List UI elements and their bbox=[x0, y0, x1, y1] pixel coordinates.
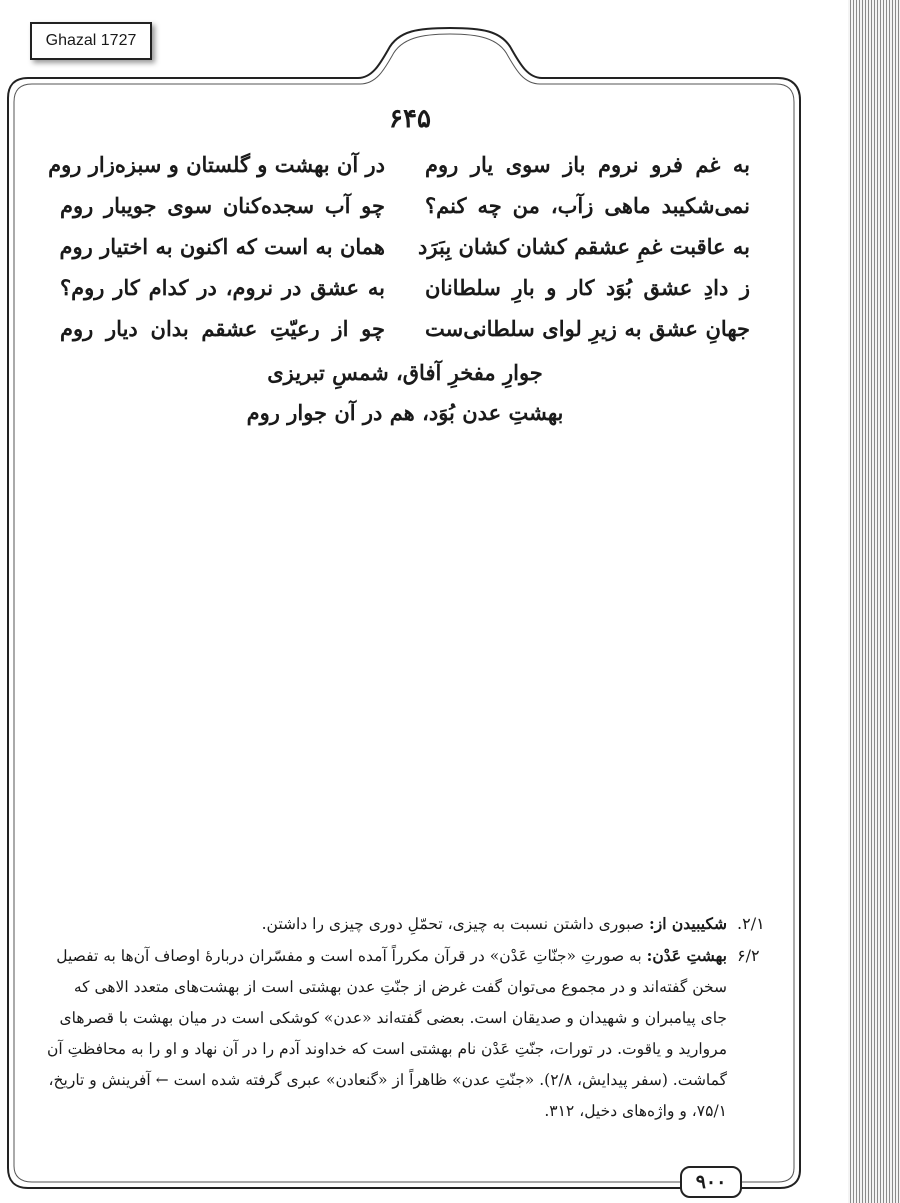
couplet-first-hemistich: جهانِ عشق به زیرِ لوای سلطانی‌ست bbox=[425, 316, 750, 341]
footnote bbox=[45, 940, 785, 1127]
couplet-second-hemistich: به عشق در نروم، در کدام کار روم؟ bbox=[60, 275, 385, 300]
couplet-second-hemistich: همان به است که اکنون به اختیار روم bbox=[59, 234, 385, 259]
closing-second-hemistich: بهشتِ عدن بُوَد، هم در آن جوار روم bbox=[246, 400, 564, 425]
footnote-term: بهشتِ عَدْن: bbox=[646, 946, 727, 965]
couplet-first-hemistich: به غم فرو نروم باز سوی یار روم bbox=[425, 152, 750, 177]
couplet-second-hemistich: چو آب سجده‌کنان سوی جویبار روم bbox=[60, 193, 385, 218]
ghazal-tag bbox=[30, 22, 152, 60]
footnote-text: صبوری داشتن نسبت به چیزی، تحمّلِ دوری چیزی را داشتن. bbox=[261, 915, 649, 933]
footnote-ref: ۶/۲ bbox=[737, 946, 760, 965]
footnote-ref: ۲/۱. bbox=[737, 914, 765, 933]
footnote bbox=[45, 908, 785, 940]
closing-first-hemistich: جوارِ مفخرِ آفاق، شمسِ تبریزی bbox=[267, 360, 543, 385]
couplet bbox=[60, 316, 750, 356]
couplet bbox=[60, 234, 750, 274]
couplet-first-hemistich: ز دادِ عشق بُوَد کار و بارِ سلطانان bbox=[425, 275, 750, 300]
footnote-text: به صورتِ «جنّاتِ عَدْن» در قرآن مکرراً آمده است و مفسّران دربارهٔ اوصاف آن‌ها به تفصیل سخن گفته‌اند و در مجموع می‌توان گفت غرض از جنّتِ عدن بهشتی است از بهشت‌های متعدد الاهی که جای پیامبران و شهیدان و صدیقان است. بعضی گفته‌اند «عدن» کوشکی است در میان بهشت با قصرهای مروارید و یاقوت. در تورات، جنّتِ عَدْن نام بهشتی است که خداوند آدم را در آن نهاد و او را به محافظتِ آن گماشت. (سفر پیدایش، ۲/۸). «جنّتِ عدن» ظاهراً از «گنعادن» عبری گرفته شده است ← آفرینش و تاریخ، ۷۵/۱، و واژه‌های دخیل، ۳۱۲. bbox=[47, 947, 727, 1120]
page-number: ۹۰۰ bbox=[680, 1166, 742, 1198]
couplet bbox=[60, 193, 750, 233]
footnotes bbox=[45, 908, 785, 1127]
couplet bbox=[48, 152, 750, 192]
ghazal-number: ۶۴۵ bbox=[389, 104, 431, 134]
couplet-first-hemistich: به عاقبت غمِ عشقم کشان کشان بِبَرَد bbox=[418, 234, 750, 259]
ghazal-tag-label: Ghazal 1727 bbox=[45, 32, 137, 49]
couplet-second-hemistich: در آن بهشت و گلستان و سبزه‌زار روم bbox=[48, 152, 385, 177]
couplet-first-hemistich: نمی‌شکیبد ماهی زآب، من چه کنم؟ bbox=[425, 193, 750, 218]
couplet-second-hemistich: چو از رعیّتِ عشقم بدان دیار روم bbox=[60, 316, 385, 341]
couplet bbox=[60, 275, 750, 315]
footnote-term: شکیبیدن از: bbox=[648, 914, 727, 933]
